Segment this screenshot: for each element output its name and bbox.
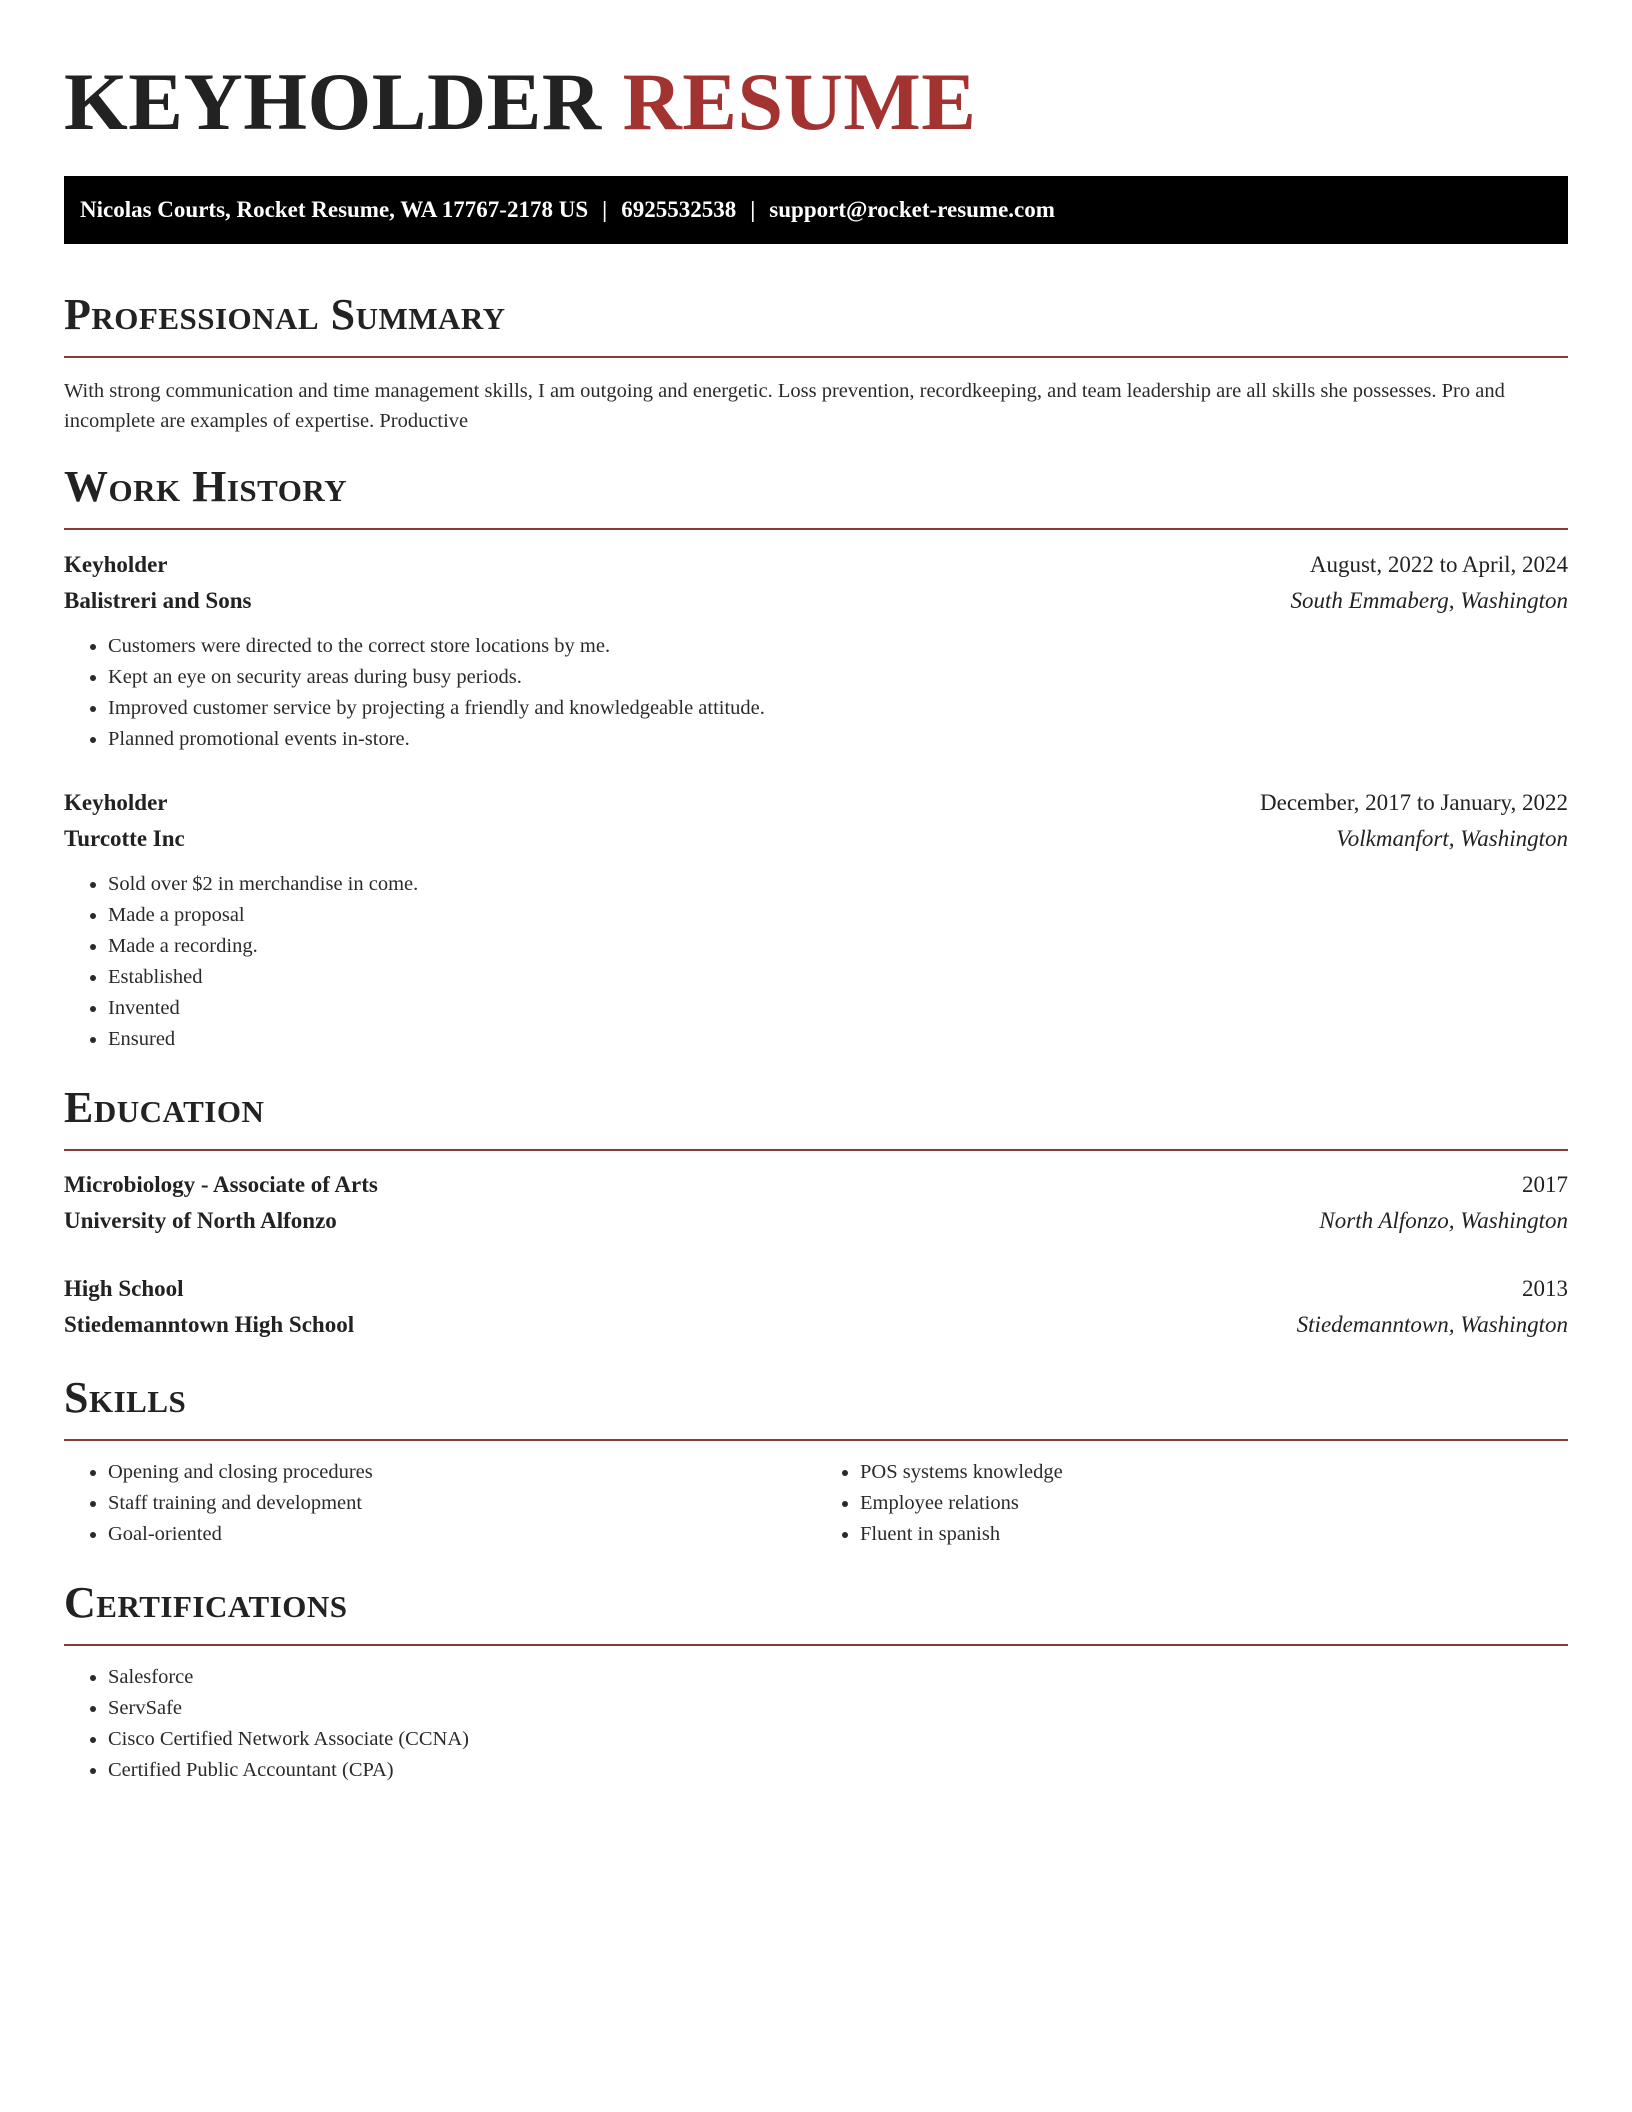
list-item: • POS systems knowledge [860, 1457, 1568, 1488]
list-item: • Sold over $2 in merchandise in come. [108, 869, 1568, 900]
list-item: • Staff training and development [108, 1488, 816, 1519]
title-main: KEYHOLDER [64, 56, 602, 147]
education-school-row [64, 1307, 1568, 1343]
list-item: • ServSafe [108, 1693, 1568, 1724]
skills-list-right [816, 1457, 1568, 1550]
list-item: • Certified Public Accountant (CPA) [108, 1755, 1568, 1786]
list-item: • Invented [108, 993, 1568, 1024]
job-location: Volkmanfort, Washington [1336, 826, 1568, 851]
education-degree-row [64, 1167, 1568, 1203]
education-degree: Microbiology - Associate of Arts [64, 1172, 378, 1197]
job-duties-list [64, 869, 1568, 1055]
list-item: • Planned promotional events in-store. [108, 724, 1568, 755]
education-entry [64, 1167, 1568, 1239]
certifications-list [64, 1662, 1568, 1786]
contact-address: Nicolas Courts, Rocket Resume, WA 17767-2178 US [80, 197, 589, 222]
section-heading-work-history: Work History [64, 462, 348, 511]
list-item: • Cisco Certified Network Associate (CCNA) [108, 1724, 1568, 1755]
title-accent: RESUME [622, 56, 977, 147]
job-company-row [64, 583, 1568, 619]
list-item: • Established [108, 962, 1568, 993]
list-item: • Kept an eye on security areas during busy periods. [108, 662, 1568, 693]
education-year: 2017 [1522, 1172, 1568, 1197]
education-school: Stiedemanntown High School [64, 1312, 355, 1337]
education-school: University of North Alfonzo [64, 1208, 337, 1233]
resume-title [64, 52, 1568, 152]
section-divider [64, 1149, 1568, 1151]
job-company-row [64, 821, 1568, 857]
section-divider [64, 1439, 1568, 1441]
list-item: • Goal-oriented [108, 1519, 816, 1550]
list-item: • Improved customer service by projecting a friendly and knowledgeable attitude. [108, 693, 1568, 724]
contact-phone[interactable]: 6925532538 [621, 197, 737, 222]
job-title-row [64, 785, 1568, 821]
job-duties-list [64, 631, 1568, 755]
education-year: 2013 [1522, 1276, 1568, 1301]
section-divider [64, 1644, 1568, 1646]
certifications-section [64, 1576, 1568, 1786]
list-item: • Made a proposal [108, 900, 1568, 931]
job-title: Keyholder [64, 552, 168, 577]
job-entry [64, 785, 1568, 1055]
contact-separator: | [750, 197, 756, 222]
education-degree-row [64, 1271, 1568, 1307]
list-item: • Fluent in spanish [860, 1519, 1568, 1550]
section-heading-summary: Professional Summary [64, 290, 506, 339]
list-item: • Opening and closing procedures [108, 1457, 816, 1488]
skills-section [64, 1371, 1568, 1550]
education-entry [64, 1271, 1568, 1343]
job-location: South Emmaberg, Washington [1290, 588, 1568, 613]
education-school-row [64, 1203, 1568, 1239]
section-heading-skills: Skills [64, 1373, 187, 1422]
list-item: • Customers were directed to the correct store locations by me. [108, 631, 1568, 662]
list-item: • Made a recording. [108, 931, 1568, 962]
education-location: Stiedemanntown, Washington [1296, 1312, 1568, 1337]
contact-email[interactable]: support@rocket-resume.com [769, 197, 1055, 222]
job-dates: August, 2022 to April, 2024 [1309, 552, 1568, 577]
list-item: • Employee relations [860, 1488, 1568, 1519]
section-divider [64, 356, 1568, 358]
job-entry [64, 547, 1568, 755]
skills-columns [64, 1457, 1568, 1550]
list-item: • Ensured [108, 1024, 1568, 1055]
summary-text: With strong communication and time management skills, I am outgoing and energetic. Loss prevention, recordkeeping, and team leadership are all skills she possesses. Pro and incomplete are examples of expertise. Productive [64, 380, 1505, 432]
skills-list-left [64, 1457, 816, 1550]
section-heading-certifications: Certifications [64, 1578, 348, 1627]
summary-section [64, 288, 1568, 436]
education-section [64, 1081, 1568, 1343]
work-history-section [64, 460, 1568, 1055]
job-title-row [64, 547, 1568, 583]
contact-bar [64, 176, 1568, 244]
list-item: • Salesforce [108, 1662, 1568, 1693]
section-heading-education: Education [64, 1083, 265, 1132]
education-location: North Alfonzo, Washington [1319, 1208, 1568, 1233]
contact-separator: | [602, 197, 608, 222]
job-company: Balistreri and Sons [64, 588, 252, 613]
job-title: Keyholder [64, 790, 168, 815]
job-dates: December, 2017 to January, 2022 [1260, 790, 1568, 815]
education-degree: High School [64, 1276, 184, 1301]
section-divider [64, 528, 1568, 530]
job-company: Turcotte Inc [64, 826, 185, 851]
